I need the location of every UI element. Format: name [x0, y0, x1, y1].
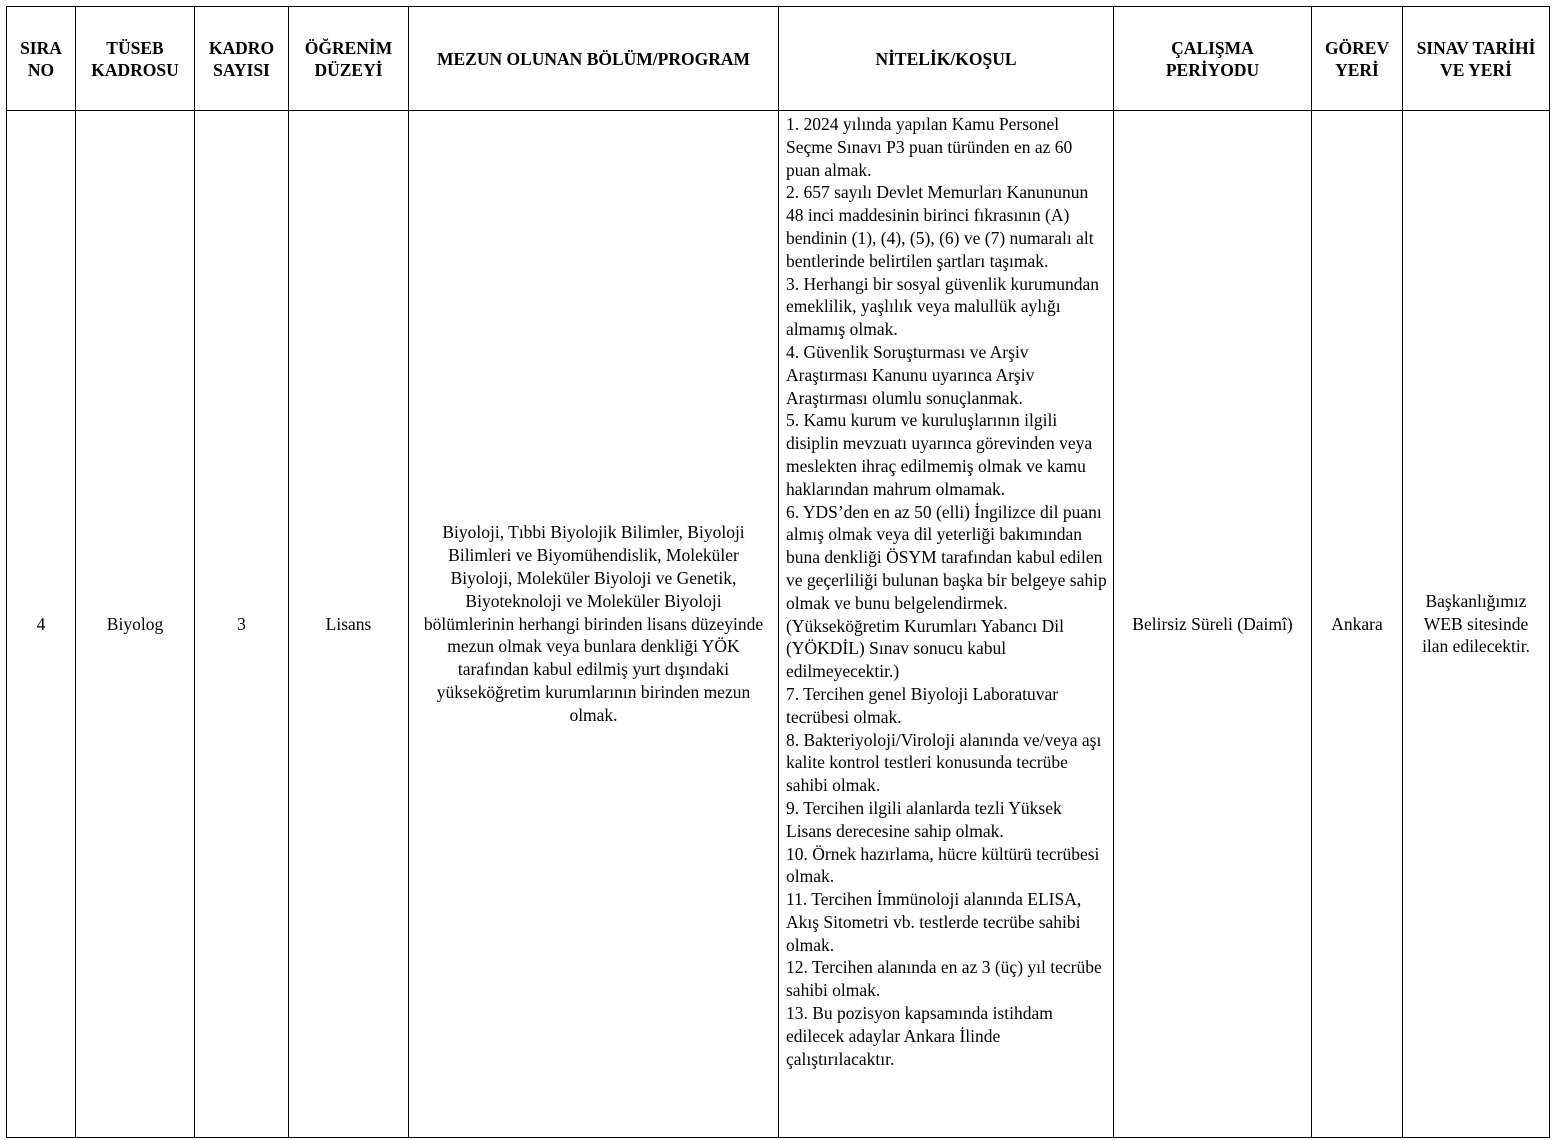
- cell-ogrenim-duzeyi: Lisans: [289, 111, 409, 1138]
- condition-item: 4. Güvenlik Soruşturması ve Arşiv Araştırması Kanunu uyarınca Arşiv Araştırması olumlu sonuçlanmak.: [786, 341, 1035, 408]
- condition-item: 5. Kamu kurum ve kuruluşlarının ilgili disiplin mevzuatı uyarınca görevinden veya meslekten ihraç edilmemiş olmak ve kamu haklarından mahrum olmamak.: [786, 410, 1093, 499]
- cell-mezun-bolum: Biyoloji, Tıbbi Biyolojik Bilimler, Biyoloji Bilimleri ve Biyomühendislik, Moleküler Biyoloji, Moleküler Biyoloji ve Genetik, Biyoteknoloji ve Moleküler Biyoloji bölümlerinin herhangi birinden lisans düzeyinde mezun olmak veya bunlara denkliği YÖK tarafından kabul edilmiş yurt dışındaki yükseköğretim kurumlarının birinden mezun olmak.: [409, 111, 779, 1138]
- header-calisma-periyodu: ÇALIŞMA PERİYODU: [1114, 7, 1312, 111]
- header-row: [7, 7, 1550, 111]
- cell-tuseb-kadrosu: Biyolog: [76, 111, 195, 1138]
- header-sira-no: SIRA NO: [7, 7, 76, 111]
- condition-item: 7. Tercihen genel Biyoloji Laboratuvar tecrübesi olmak.: [786, 683, 1059, 727]
- cell-kadro-sayisi: 3: [195, 111, 289, 1138]
- condition-item: 8. Bakteriyoloji/Viroloji alanında ve/veya aşı kalite kontrol testleri konusunda tecrübe sahibi olmak.: [786, 729, 1102, 796]
- condition-item: 10. Örnek hazırlama, hücre kültürü tecrübesi olmak.: [786, 843, 1100, 887]
- table-row: [7, 111, 1550, 1138]
- job-posting-table: [6, 6, 1550, 1138]
- header-mezun-bolum: MEZUN OLUNAN BÖLÜM/PROGRAM: [409, 7, 779, 111]
- header-nitelik-kosul: NİTELİK/KOŞUL: [779, 7, 1114, 111]
- header-tuseb-kadrosu: TÜSEB KADROSU: [76, 7, 195, 111]
- cell-sira-no: 4: [7, 111, 76, 1138]
- condition-item: 3. Herhangi bir sosyal güvenlik kurumundan emeklilik, yaşlılık veya malullük aylığı almamış olmak.: [786, 273, 1100, 340]
- header-ogrenim-duzeyi: ÖĞRENİM DÜZEYİ: [289, 7, 409, 111]
- cell-calisma-periyodu: Belirsiz Süreli (Daimî): [1114, 111, 1312, 1138]
- condition-item: 2. 657 sayılı Devlet Memurları Kanununun 48 inci maddesinin birinci fıkrasının (A) bendinin (1), (4), (5), (6) ve (7) numaralı alt bentlerinde belirtilen şartları taşımak.: [786, 182, 1094, 271]
- condition-item: 11. Tercihen İmmünoloji alanında ELISA, Akış Sitometri vb. testlerde tecrübe sahibi olmak.: [786, 889, 1082, 955]
- condition-item: 9. Tercihen ilgili alanlarda tezli Yüksek Lisans derecesine sahip olmak.: [786, 797, 1062, 841]
- cell-nitelik-kosul: [779, 111, 1114, 1138]
- condition-item: 1. 2024 yılında yapılan Kamu Personel Seçme Sınavı P3 puan türünden en az 60 puan almak.: [786, 114, 1073, 180]
- condition-item: 13. Bu pozisyon kapsamında istihdam edilecek adaylar Ankara İlinde çalıştırılacaktır.: [786, 1003, 1053, 1069]
- header-gorev-yeri: GÖREV YERİ: [1312, 7, 1403, 111]
- condition-item: 6. YDS’den en az 50 (elli) İngilizce dil puanı almış olmak veya dil yeterliği bakımından buna denkliği ÖSYM tarafından kabul edilen ve geçerliliği bulunan başka bir belgeye sahip olmak ve bunu belgelendirmek. (Yükseköğretim Kurumları Yabancı Dil (YÖKDİL) Sınav sonucu kabul edilmeyecektir.): [786, 501, 1107, 682]
- cell-gorev-yeri: Ankara: [1312, 111, 1403, 1138]
- condition-item: 12. Tercihen alanında en az 3 (üç) yıl tecrübe sahibi olmak.: [786, 957, 1102, 1001]
- header-kadro-sayisi: KADRO SAYISI: [195, 7, 289, 111]
- header-sinav-tarihi: SINAV TARİHİ VE YERİ: [1403, 7, 1550, 111]
- cell-sinav-tarihi: Başkanlığımız WEB sitesinde ilan edilecektir.: [1403, 111, 1550, 1138]
